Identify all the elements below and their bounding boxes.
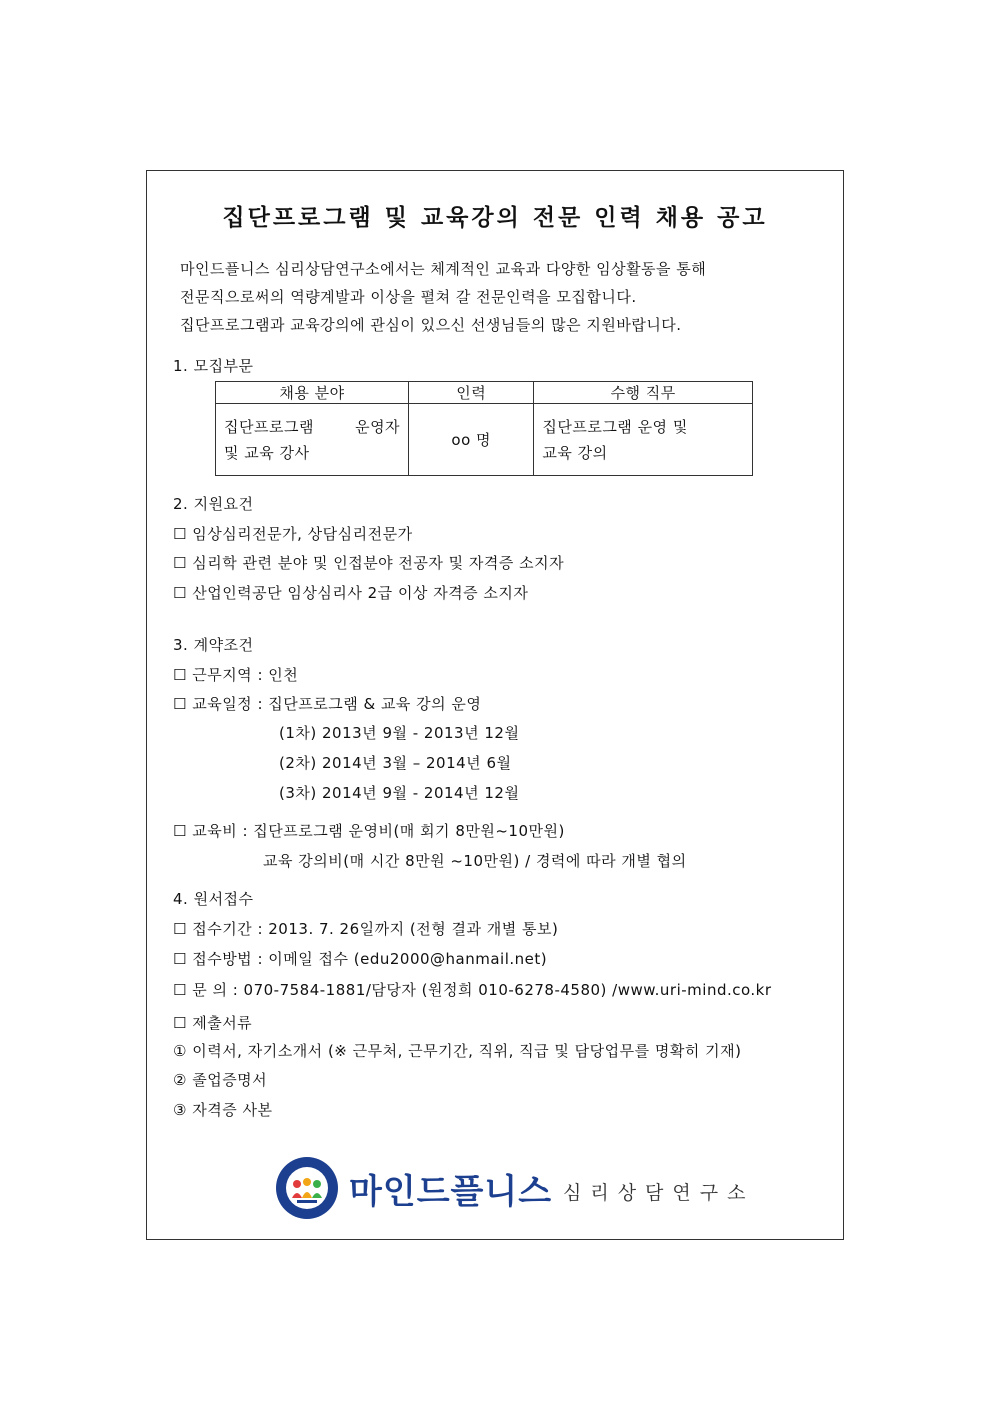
- application-contact: ☐ 문 의 : 070-7584-1881/담당자 (원정희 010-6278-4580) /www.uri-mind.co.kr: [173, 981, 772, 999]
- institute-logo: [275, 1156, 755, 1226]
- duty-text: 교육 강의: [542, 443, 608, 462]
- section3-heading: 3. 계약조건: [173, 636, 254, 654]
- application-method: ☐ 접수방법 : 이메일 접수 (edu2000@hanmail.net): [173, 950, 548, 968]
- section4-heading: 4. 원서접수: [173, 890, 254, 908]
- schedule-term: (1차) 2013년 9월 - 2013년 12월: [279, 724, 520, 742]
- intro-line: 전문직으로써의 역량계발과 이상을 펼쳐 갈 전문인력을 모집합니다.: [180, 288, 637, 306]
- intro-line: 집단프로그램과 교육강의에 관심이 있으신 선생님들의 많은 지원바랍니다.: [180, 316, 682, 334]
- duty-text: 집단프로그램 운영 및: [542, 417, 688, 436]
- contract-location: ☐ 근무지역 : 인천: [173, 666, 299, 684]
- intro-paragraph: [180, 255, 706, 339]
- documents-heading: ☐ 제출서류: [173, 1014, 253, 1032]
- table-header-field: 채용 분야: [216, 382, 409, 404]
- table-header-row: [216, 382, 753, 404]
- field-text: 집단프로그램: [224, 417, 314, 436]
- field-text: 및 교육 강사: [224, 443, 310, 462]
- brand-subtitle: 심리상담연구소: [563, 1182, 755, 1204]
- requirement-item: ☐ 임상심리전문가, 상담심리전문가: [173, 525, 413, 543]
- schedule-term: (2차) 2014년 3월 – 2014년 6월: [279, 754, 512, 772]
- section2-heading: 2. 지원요건: [173, 495, 254, 513]
- document-item: ② 졸업증명서: [173, 1071, 268, 1089]
- recruit-table: [215, 381, 753, 476]
- contract-fee: ☐ 교육비 : 집단프로그램 운영비(매 회기 8만원~10만원): [173, 822, 565, 840]
- requirement-item: ☐ 심리학 관련 분야 및 인접분야 전공자 및 자격증 소지자: [173, 554, 565, 572]
- application-period: ☐ 접수기간 : 2013. 7. 26일까지 (전형 결과 개별 통보): [173, 920, 559, 938]
- table-cell-count: oo 명: [409, 404, 534, 476]
- contract-schedule: ☐ 교육일정 : 집단프로그램 & 교육 강의 운영: [173, 695, 482, 713]
- intro-line: 마인드플니스 심리상담연구소에서는 체계적인 교육과 다양한 임상활동을 통해: [180, 260, 707, 278]
- document-item: ③ 자격증 사본: [173, 1101, 273, 1119]
- field-text: 운영자: [355, 417, 401, 436]
- section1-heading: 1. 모집부문: [173, 357, 254, 375]
- table-header-duty: 수행 직무: [534, 382, 753, 404]
- requirement-item: ☐ 산업인력공단 임상심리사 2급 이상 자격증 소지자: [173, 584, 529, 602]
- notice-frame: [146, 170, 844, 1240]
- table-cell-field: [216, 404, 409, 476]
- table-header-count: 인력: [409, 382, 534, 404]
- page-title: 집단프로그램 및 교육강의 전문 인력 채용 공고: [222, 205, 768, 231]
- schedule-term: (3차) 2014년 9월 - 2014년 12월: [279, 784, 520, 802]
- brand-name: 마인드플니스: [349, 1172, 553, 1212]
- table-row: [216, 404, 753, 476]
- table-cell-duty: [534, 404, 753, 476]
- emblem-icon: [275, 1156, 339, 1220]
- contract-fee-detail: 교육 강의비(매 시간 8만원 ~10만원) / 경력에 따라 개별 협의: [263, 852, 687, 870]
- document-item: ① 이력서, 자기소개서 (※ 근무처, 근무기간, 직위, 직급 및 담당업무를 명확히 기재): [173, 1042, 742, 1060]
